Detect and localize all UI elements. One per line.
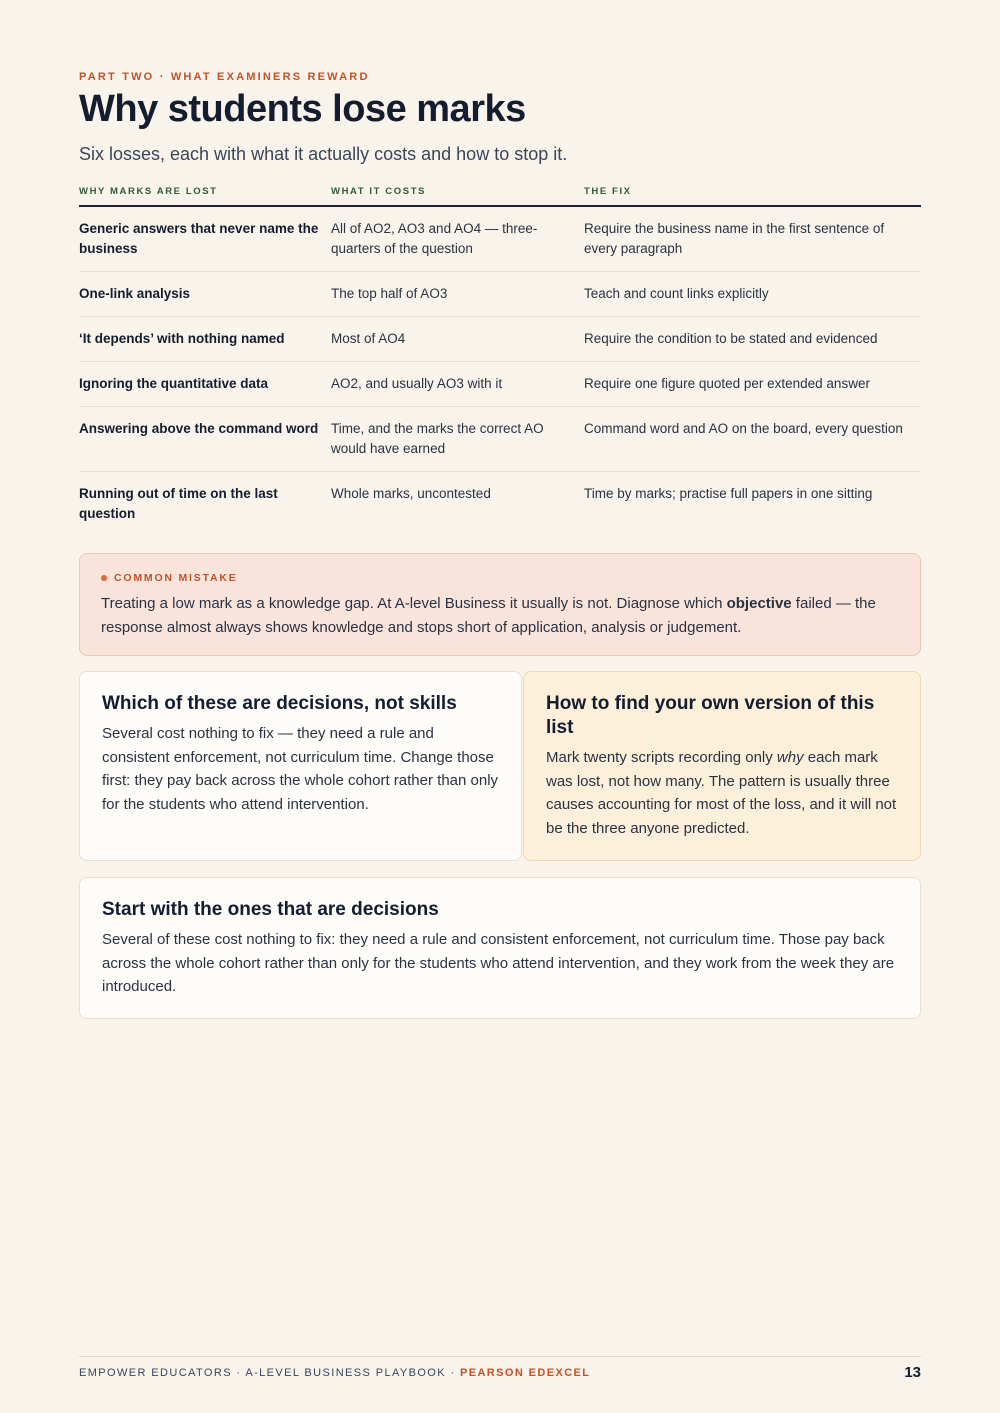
- table-row: [79, 472, 921, 537]
- card-body-before: Mark twenty scripts recording only: [546, 749, 777, 766]
- card-body: Several cost nothing to fix — they need a rule and consistent enforcement, not curriculum time. Change those first: they pay back across the whole cohort rather than only for the students who attend intervention.: [102, 725, 499, 813]
- callout-text-after: failed — the response almost always shows knowledge and stops short of application, analysis or judgement.: [101, 595, 876, 636]
- callout-text-before: Treating a low mark as a knowledge gap. At A-level Business it usually is not. Diagnose which: [101, 595, 727, 612]
- reason-cell: One-link analysis: [79, 272, 331, 317]
- footer-brand: PEARSON EDEXCEL: [459, 1367, 591, 1379]
- footer-divider: [79, 1356, 921, 1357]
- footer-series: EMPOWER EDUCATORS · A-LEVEL BUSINESS PLAYBOOK ·: [79, 1367, 460, 1379]
- fix-cell: Teach and count links explicitly: [584, 272, 921, 317]
- reason-cell: Answering above the command word: [79, 407, 331, 472]
- reason-cell: Generic answers that never name the business: [79, 206, 331, 272]
- cost-cell: All of AO2, AO3 and AO4 — three-quarters of the question: [331, 206, 584, 272]
- card-body: [546, 746, 898, 840]
- card-title: Which of these are decisions, not skills: [102, 693, 457, 714]
- decisions-card: [79, 671, 522, 861]
- card-title: Start with the ones that are decisions: [102, 899, 439, 920]
- fix-cell: Require the condition to be stated and evidenced: [584, 317, 921, 362]
- page-number: 13: [904, 1364, 921, 1381]
- callout-body: [101, 592, 899, 640]
- cost-cell: Time, and the marks the correct AO would have earned: [331, 407, 584, 472]
- start-decisions-card: [79, 877, 921, 1019]
- callout-label: [101, 572, 899, 584]
- column-header-cost: WHAT IT COSTS: [331, 186, 584, 206]
- table-row: [79, 317, 921, 362]
- table-row: [79, 362, 921, 407]
- page-title: Why students lose marks: [79, 88, 526, 130]
- table-row: [79, 407, 921, 472]
- common-mistake-callout: [79, 553, 921, 656]
- fix-cell: Command word and AO on the board, every question: [584, 407, 921, 472]
- callout-label-text: COMMON MISTAKE: [114, 572, 238, 584]
- cost-cell: AO2, and usually AO3 with it: [331, 362, 584, 407]
- footer-text: [79, 1367, 590, 1379]
- cost-cell: Most of AO4: [331, 317, 584, 362]
- reason-cell: Running out of time on the last question: [79, 486, 278, 521]
- card-body: Several of these cost nothing to fix: they need a rule and consistent enforcement, not curriculum time. Those pay back across the whole cohort rather than only for the students who attend intervention, and they work from the week they are introduced.: [102, 931, 895, 995]
- table-row: [79, 206, 921, 272]
- fix-cell: Require the business name in the first sentence of every paragraph: [584, 206, 921, 272]
- reason-cell: Ignoring the quantitative data: [79, 362, 331, 407]
- fix-cell: Require one figure quoted per extended answer: [584, 362, 921, 407]
- losses-table: [79, 186, 921, 536]
- page-subtitle: Six losses, each with what it actually costs and how to stop it.: [79, 144, 568, 164]
- table-header-row: [79, 186, 921, 206]
- fix-cell: Time by marks; practise full papers in one sitting: [584, 486, 873, 501]
- bullet-dot-icon: [101, 575, 107, 581]
- card-body-emphasis: why: [776, 749, 804, 766]
- column-header-fix: THE FIX: [584, 186, 921, 206]
- section-eyebrow: PART TWO · WHAT EXAMINERS REWARD: [79, 71, 370, 83]
- card-body-after: each mark was lost, not how many. The pattern is usually three causes accounting for most of the loss, and it will not be the three anyone predicted.: [546, 749, 897, 837]
- cost-cell: The top half of AO3: [331, 272, 584, 317]
- own-version-card: [523, 671, 921, 861]
- table-row: [79, 272, 921, 317]
- column-header-reason: WHY MARKS ARE LOST: [79, 186, 331, 206]
- callout-emphasis: objective: [726, 595, 792, 612]
- reason-cell: ‘It depends’ with nothing named: [79, 317, 331, 362]
- cost-cell: Whole marks, uncontested: [331, 486, 491, 501]
- card-title: How to find your own version of this list: [546, 693, 875, 738]
